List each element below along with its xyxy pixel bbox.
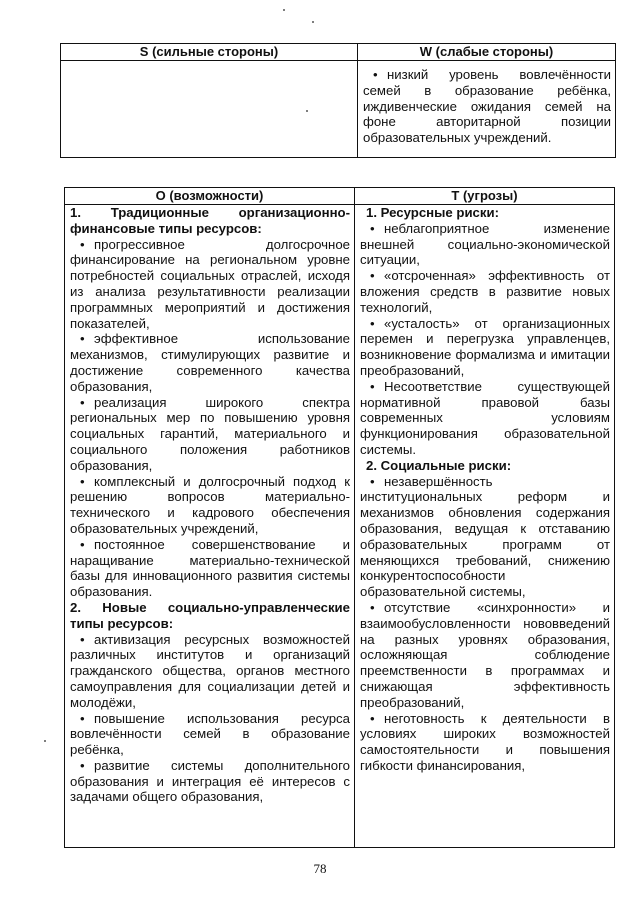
opportunities-cell <box>65 205 355 848</box>
table-row <box>61 61 616 158</box>
list-item: • «отсроченная» эффективность от вложения средств в развитие новых технологий, <box>360 268 610 315</box>
strengths-header: S (сильные стороны) <box>61 44 358 61</box>
bullet-icon: • <box>373 67 378 82</box>
list-item: • развитие системы дополнительного образования и интеграция её интересов с задачами общего образования, <box>70 757 350 805</box>
list-item: • неготовность к деятельности в условиях широких возможностей самостоятельности и повышения гибкости финансирования, <box>360 710 610 773</box>
scan-speck <box>283 9 285 11</box>
scan-speck <box>312 21 314 23</box>
threats-header: T (угрозы) <box>355 188 615 205</box>
list-item: • «усталость» от организационных перемен и перегрузка управленцев, возникновение формализма и имитации преобразований, <box>360 315 610 378</box>
table-row <box>65 205 615 848</box>
opportunities-section-2-title: 2. Новые социально-управленческие типы ресурсов: <box>70 599 350 631</box>
threats-section-2-title: 2. Социальные риски: <box>366 457 512 473</box>
list-item: • реализация широкого спектра региональных мер по повышению уровня социальных гарантий, материального и социального положения работников образования, <box>70 394 350 473</box>
list-item: • активизация ресурсных возможностей различных институтов и организаций гражданского общества, органов местного самоуправления для социализации детей и молодёжи, <box>70 631 350 710</box>
strengths-cell <box>61 61 358 158</box>
list-item: • Несоответствие существующей нормативной правовой базы современных условиям функционирования образовательной системы. <box>360 378 610 457</box>
weaknesses-header: W (слабые стороны) <box>358 44 616 61</box>
list-item: • постоянное совершенствование и наращивание материально-технической базы для инновационного развития системы образования. <box>70 536 350 600</box>
list-item: • прогрессивное долгосрочное финансирование на региональном уровне потребностей социальных отраслей, исходя из анализа результативности реализации программных мероприятий и достижения показателей, <box>70 236 350 331</box>
swot-strengths-weaknesses-table <box>60 43 616 158</box>
opportunities-section-1-title: 1. Традиционные организационно-финансовые типы ресурсов: <box>70 205 350 236</box>
table-header-row <box>65 188 615 205</box>
weaknesses-cell <box>358 61 616 158</box>
threats-section-1-title: 1. Ресурсные риски: <box>366 205 499 220</box>
table-header-row <box>61 44 616 61</box>
list-item: • комплексный и долгосрочный подход к решению вопросов материально-технического и кадрового обеспечения образовательных учреждений, <box>70 473 350 536</box>
scan-speck <box>44 740 46 742</box>
swot-opportunities-threats-table <box>64 187 615 848</box>
opportunities-header: O (возможности) <box>65 188 355 205</box>
list-item: • повышение использования ресурса вовлечённости семей в образование ребёнка, <box>70 710 350 758</box>
list-item: • неблагоприятное изменение внешней социально-экономической ситуации, <box>360 220 610 268</box>
threats-cell <box>355 205 615 848</box>
list-item: • отсутствие «синхронности» и взаимообусловленности нововведений на разных уровнях образования, осложняющая соблюдение преемственности в программах и снижающая эффективность преобразований, <box>360 599 610 710</box>
page-number: 78 <box>313 861 327 876</box>
weakness-item: • низкий уровень вовлечённости семей в образование ребёнка, иждивенческие ожидания семей на фоне авторитарной позиции образовательных учреждений. <box>363 67 611 146</box>
list-item: • незавершённость институциональных реформ и механизмов обновления содержания образования, ведущая к отставанию образовательных программ от меняющихся требований, снижению конкурентоспособности образовательной системы, <box>360 473 610 600</box>
list-item: • эффективное использование механизмов, стимулирующих развитие и достижение современного качества образования, <box>70 331 350 394</box>
